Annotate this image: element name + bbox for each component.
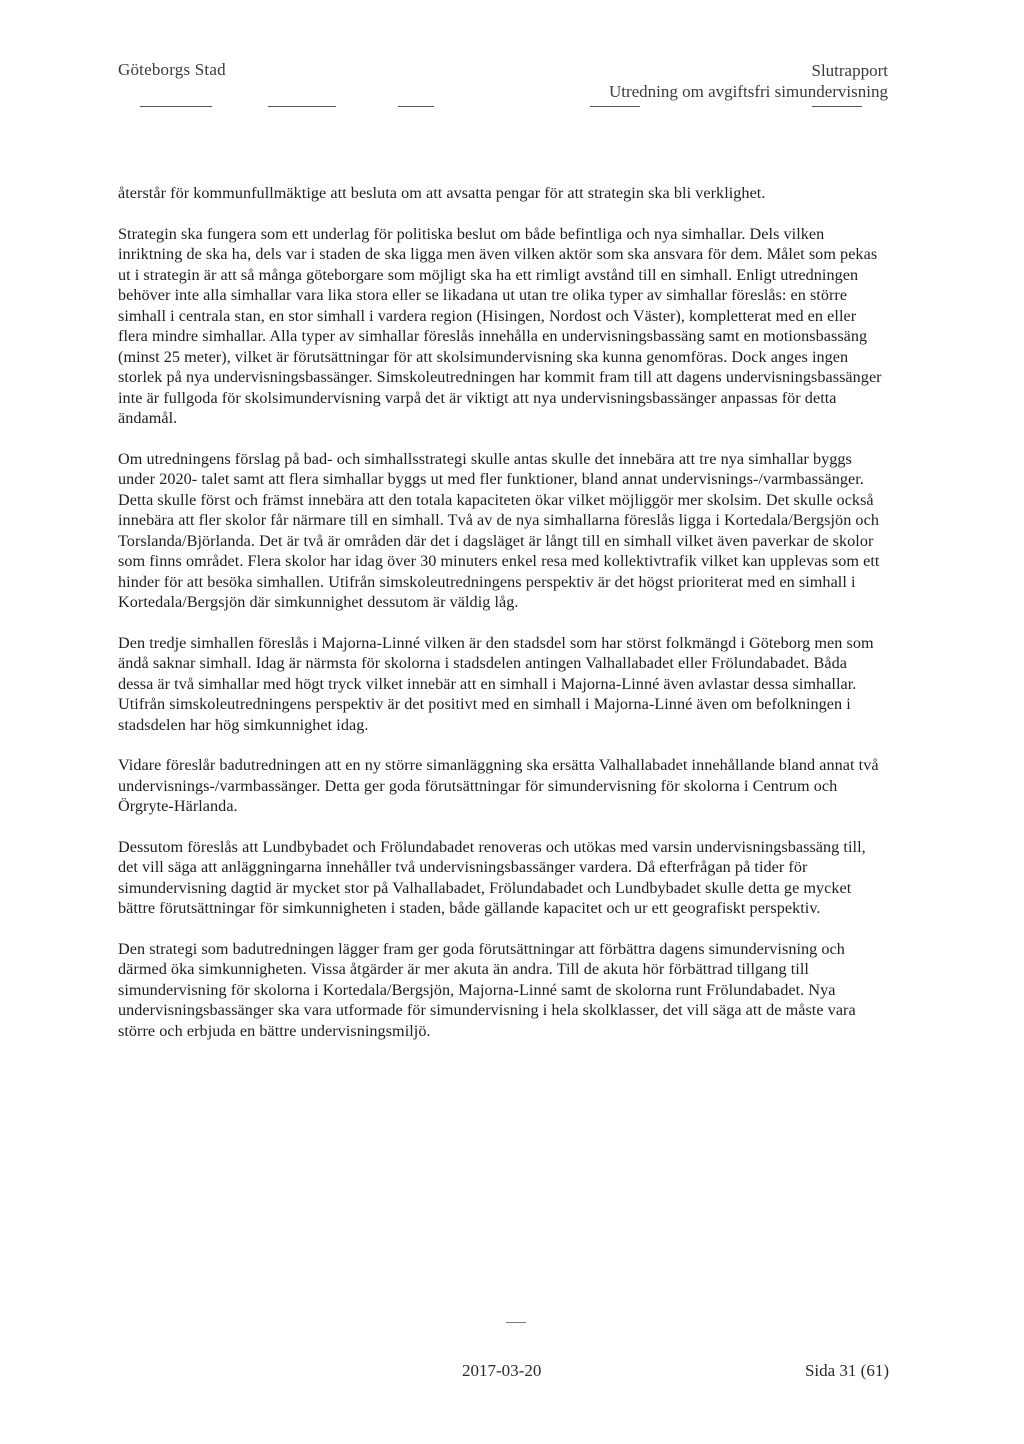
paragraph: Dessutom föreslås att Lundbybadet och Frölundabadet renoveras och utökas med varsin undervisningsbassäng till, det vill säga att anläggningarna innehåller två undervisningsbassänger vardera. Då efterfrågan på tider för simundervisning dagtid är mycket stor på Valhallabadet, Frölundabadet och Lundbybadet skulle detta ge mycket bättre förutsättningar för simkunnigheten i staden, både gällande kapacitet och ur ett geografiskt perspektiv. bbox=[118, 837, 866, 917]
footer-date: 2017-03-20 bbox=[462, 1361, 542, 1380]
header-rule-segment bbox=[140, 106, 212, 107]
footer-page-number: Sida 31 (61) bbox=[804, 1361, 889, 1380]
paragraph: Om utredningens förslag på bad- och simhallsstrategi skulle antas skulle det innebära att tre nya simhallar byggs under 2020- talet samt att flera simhallar byggs ut med fler funktioner, bland annat undervisnings-/varmbassänger. Detta skulle först och främst innebära att den totala kapaciteten ökar vilket möjliggör mer skolsim. Det skulle också innebära att fler skolor får närmare till en simhall. Två av de nya simhallarna föreslås ligga i Kortedala/Bergsjön och Torslanda/Björlanda. Det är två är områden där det i dagsläget är långt till en simhall vilket även paverkar de skolor som finns området. Flera skolor har idag över 30 minuters enkel resa med kollektivtrafik vilket kan upplevas som ett hinder för att besöka simhallen. Utifrån simskoleutredningens perspektiv är det högst prioriterat med en simhall i Kortedala/Bergsjön där simkunnighet dessutom är väldig låg. bbox=[118, 449, 880, 611]
paragraph: Den tredje simhallen föreslås i Majorna-Linné vilken är den stadsdel som har störst folkmängd i Göteborg men som ändå saknar simhall. Idag är närmsta för skolorna i stadsdelen antingen Valhallabadet eller Frölundabadet. Båda dessa är två simhallar med högt tryck vilket innebär att en simhall i Majorna-Linné även avlastar dessa simhallar. Utifrån simskoleutredningens perspektiv är det positivt med en simhall i Majorna-Linné även om befolkningen i stadsdelen har hög simkunnighet idag. bbox=[118, 633, 874, 734]
header-rule-segment bbox=[268, 106, 336, 107]
paragraph: Den strategi som badutredningen lägger fram ger goda förutsättningar att förbättra dagens simundervisning och därmed öka simkunnigheten. Vissa åtgärder är mer akuta än andra. Till de akuta hör förbättrad tillgang till simundervisning för skolorna i Kortedala/Bergsjön, Majorna-Linné samt de skolorna runt Frölundabadet. Nya undervisningsbassänger ska vara utformade för simundervisning i hela skolklasser, det vill säga att de måste vara större och erbjuda en bättre undervisningsmiljö. bbox=[118, 939, 856, 1040]
header-report-title: Utredning om avgiftsfri simundervisning bbox=[608, 82, 888, 101]
paragraph: Strategin ska fungera som ett underlag för politiska beslut om både befintliga och nya simhallar. Dels vilken inriktning de ska ha, dels var i staden de ska ligga men även vilken aktör som ska ansvara för dem. Målet som pekas ut i strategin är att så många göteborgare som möjligt ska ha ett rimligt avstånd till en simhall. Enligt utredningen behöver inte alla simhallar vara lika stora eller se likadana ut utan tre olika typer av simhallar föreslås: en större simhall i centrala stan, en stor simhall i vardera region (Hisingen, Nordost och Väster), kompletterat med en eller flera mindre simhallar. Alla typer av simhallar föreslås innehålla en undervisningsbassäng samt en motionsbassäng (minst 25 meter), vilket är förutsättningar för att skolsimundervisning ska kunna genomföras. Dock anges ingen storlek på nya undervisningsbassänger. Simskoleutredningen har kommit fram till att dagens undervisningsbassänger inte är fullgoda för skolsimundervisning varpå det är viktigt att nya undervisningsbassänger anpassas för detta ändamål. bbox=[118, 224, 882, 427]
header-rule-segment bbox=[590, 106, 640, 107]
paragraph: återstår för kommunfullmäktige att besluta om att avsatta pengar för att strategin ska bli verklighet. bbox=[118, 184, 766, 202]
paragraph: Vidare föreslår badutredningen att en ny större simanläggning ska ersätta Valhallabadet innehållande bland annat två undervisnings-/varmbassänger. Detta ger goda förutsättningar för simundervisning för skolorna i Centrum och Örgryte-Härlanda. bbox=[118, 756, 879, 815]
header-organization: Göteborgs Stad bbox=[118, 60, 226, 79]
header-report-type: Slutrapport bbox=[811, 61, 888, 80]
header-rule-segment bbox=[398, 106, 434, 107]
body-text bbox=[118, 183, 884, 1061]
header-report-info bbox=[609, 60, 888, 102]
scan-artifact bbox=[506, 1322, 526, 1323]
header-rule-segment bbox=[812, 106, 862, 107]
